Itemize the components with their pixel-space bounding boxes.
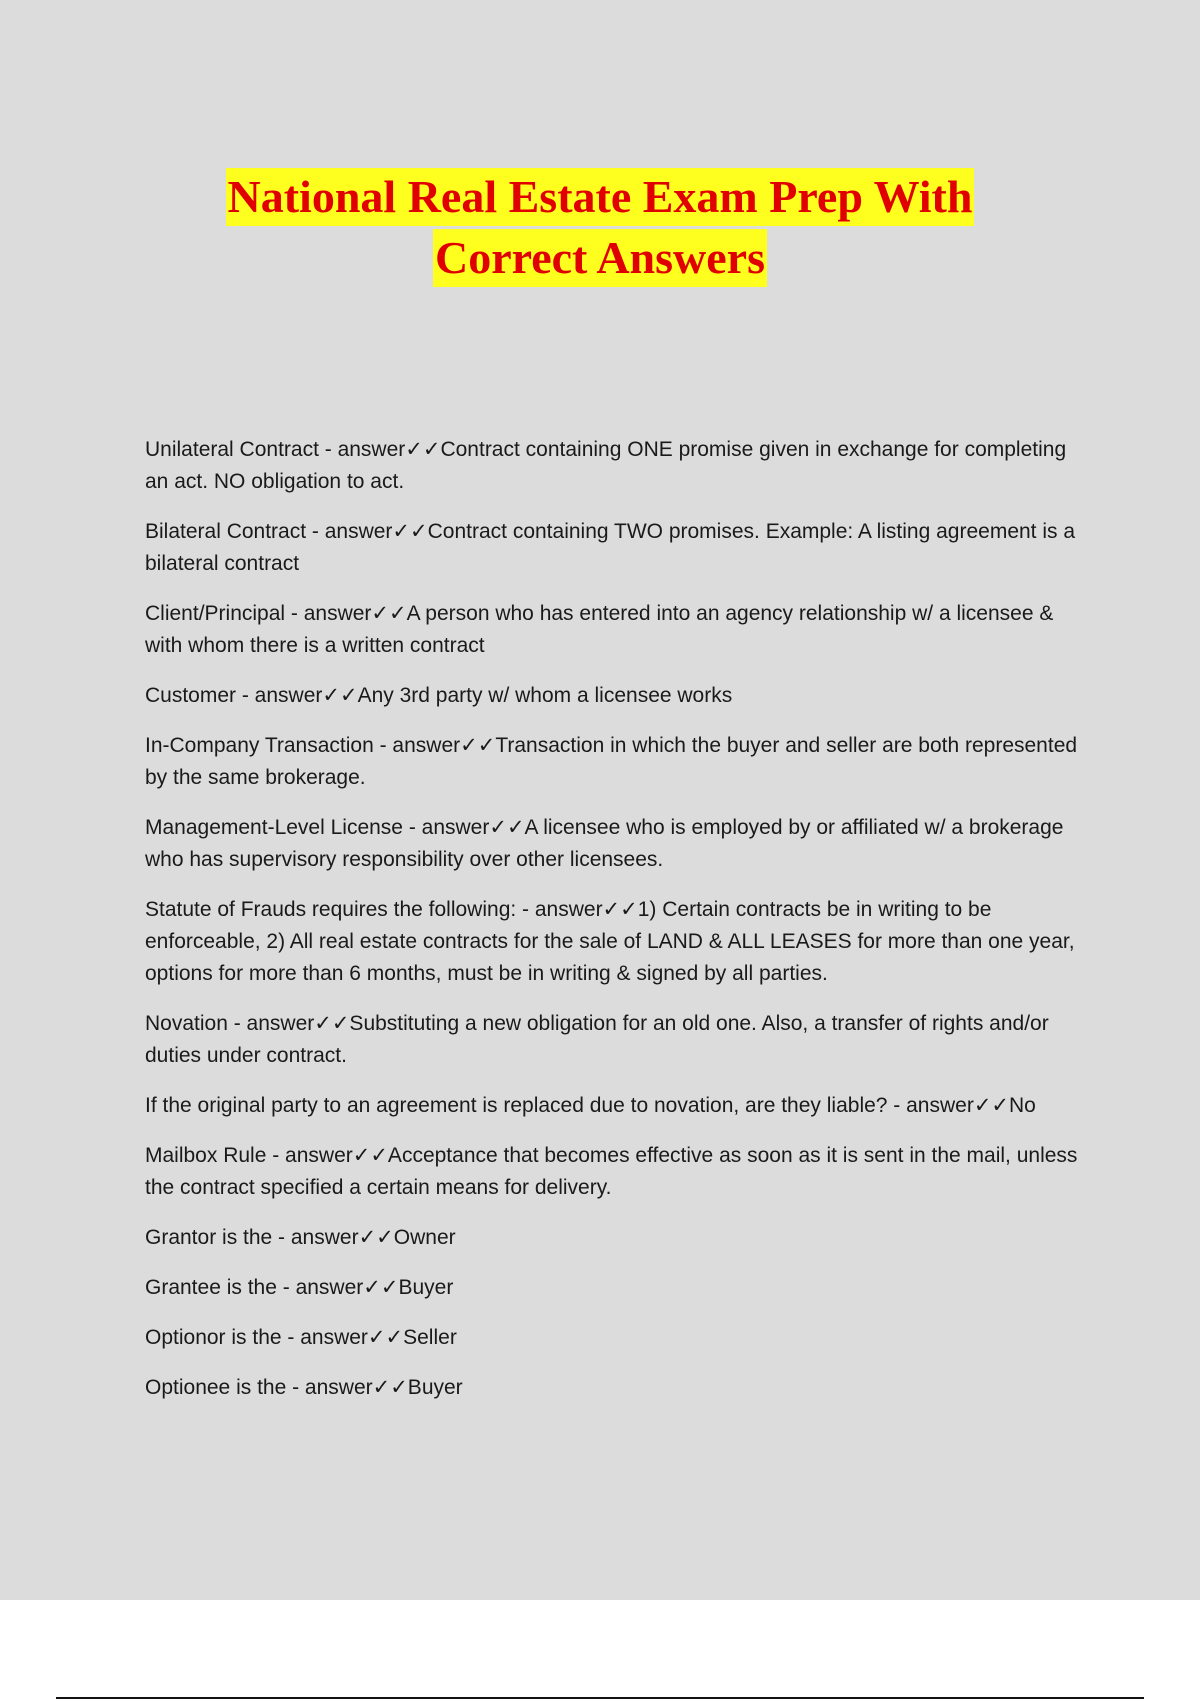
qa-entry-management-level-license: Management-Level License - answer✓✓A licensee who is employed by or affiliated w/ a brokerage who has supervisory responsibility over other licensees. [145,816,1064,871]
qa-entry-novation-liability: If the original party to an agreement is replaced due to novation, are they liable? - answer✓✓No [145,1094,1036,1117]
qa-entry-in-company-transaction: In-Company Transaction - answer✓✓Transaction in which the buyer and seller are both represented by the same brokerage. [145,734,1078,789]
qa-entry-mailbox-rule: Mailbox Rule - answer✓✓Acceptance that becomes effective as soon as it is sent in the mail, unless the contract specified a certain means for delivery. [145,1144,1078,1199]
qa-entry-grantor: Grantor is the - answer✓✓Owner [145,1226,456,1249]
title-line-2: Correct Answers [433,229,767,287]
qa-entry-grantee: Grantee is the - answer✓✓Buyer [145,1276,454,1299]
qa-entry-client-principal: Client/Principal - answer✓✓A person who has entered into an agency relationship w/ a licensee & with whom there is a written contract [145,602,1054,657]
qa-entry-optionee: Optionee is the - answer✓✓Buyer [145,1376,463,1399]
qa-entry-novation: Novation - answer✓✓Substituting a new obligation for an old one. Also, a transfer of rights and/or duties under contract. [145,1012,1049,1067]
qa-entry-unilateral-contract: Unilateral Contract - answer✓✓Contract containing ONE promise given in exchange for completing an act. NO obligation to act. [145,438,1067,493]
qa-entry-bilateral-contract: Bilateral Contract - answer✓✓Contract containing TWO promises. Example: A listing agreement is a bilateral contract [145,520,1076,575]
footer-divider [56,1697,1144,1699]
document-title [0,168,1200,290]
qa-entry-optionor: Optionor is the - answer✓✓Seller [145,1326,457,1349]
qa-list [145,434,1095,1422]
qa-entry-statute-of-frauds: Statute of Frauds requires the following: - answer✓✓1) Certain contracts be in writing to be enforceable, 2) All real estate contracts for the sale of LAND & ALL LEASES for more than one year, options for more than 6 months, must be in writing & signed by all parties. [145,898,1075,985]
title-line-1: National Real Estate Exam Prep With [226,168,975,226]
qa-entry-customer: Customer - answer✓✓Any 3rd party w/ whom a licensee works [145,684,733,707]
